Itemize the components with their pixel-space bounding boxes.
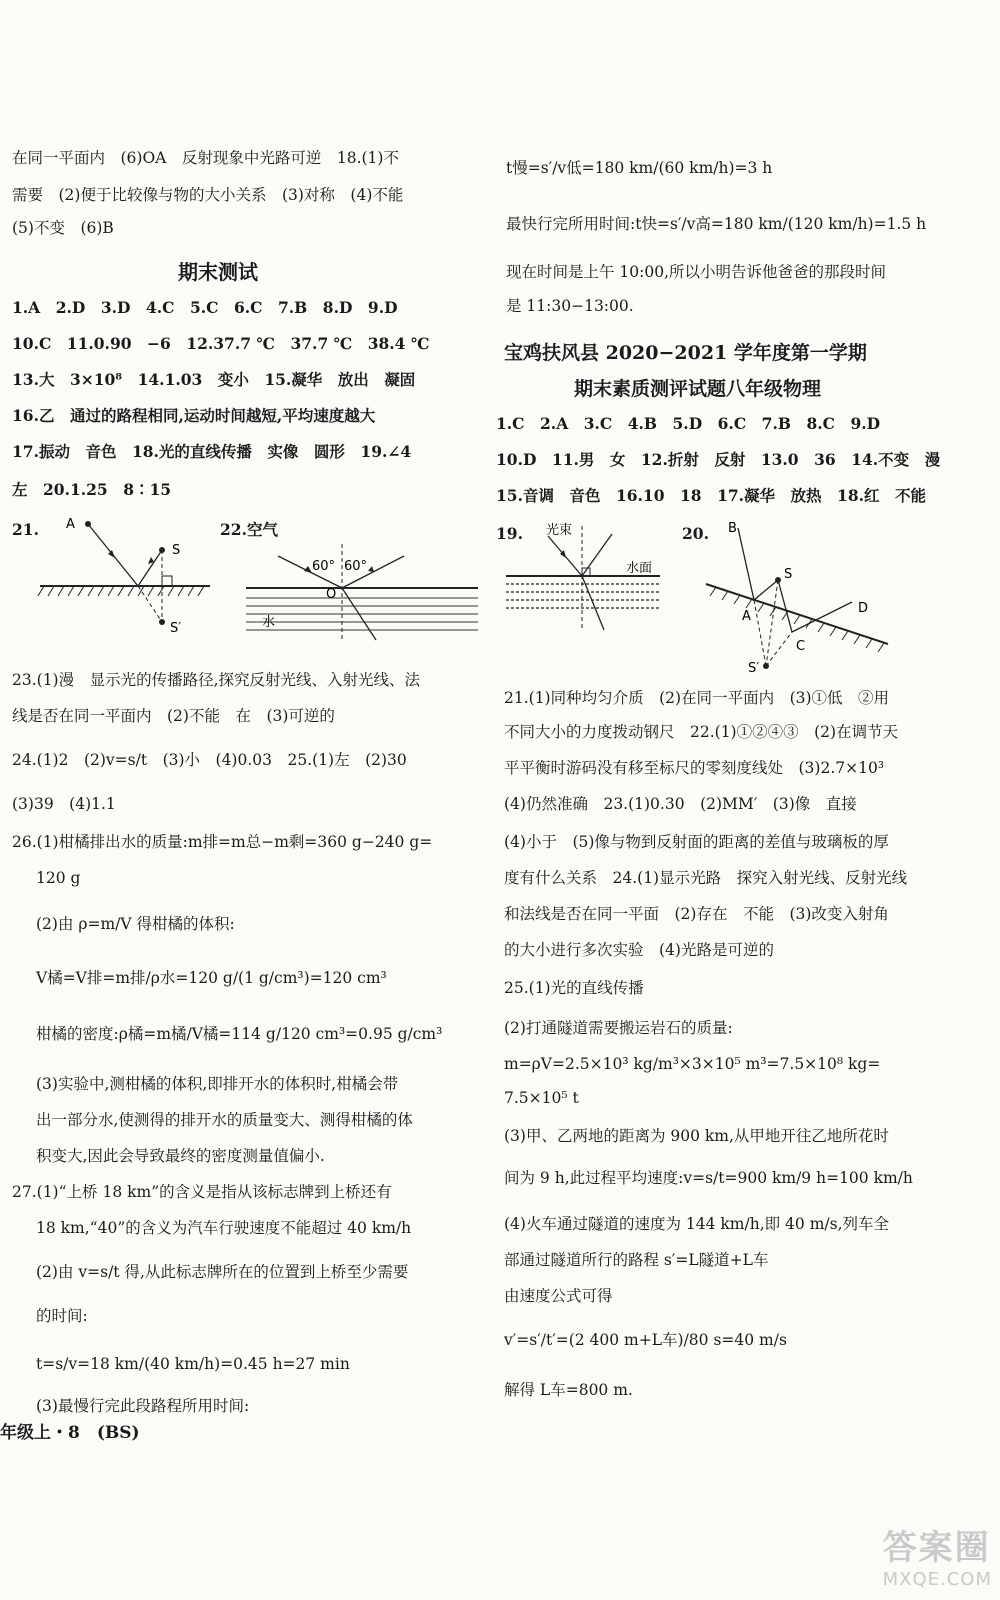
q19-surface-label: 水面 [626, 561, 653, 576]
q21-point-a: A [66, 517, 75, 532]
left-body-line: 线是否在同一平面内 (2)不能 在 (3)可逆的 [12, 707, 335, 725]
exam-title-line-2: 期末素质测评试题八年级物理 [574, 378, 822, 400]
right-body-line: (4)火车通过隧道的速度为 144 km/h,即 40 m/s,列车全 [504, 1215, 889, 1233]
left-body-line: 24.(1)2 (2)v=s/t (3)小 (4)0.03 25.(1)左 (2)30 [12, 751, 407, 769]
q21-point-s: S [172, 543, 181, 558]
left-body-line: (3)最慢行完此段路程所用时间: [36, 1397, 250, 1415]
left-body-line: 27.(1)“上桥 18 km”的含义是指从该标志牌到上桥还有 [12, 1183, 392, 1201]
q20-point-c: C [796, 639, 806, 654]
right-body-line: m=ρV=2.5×10³ kg/m³×3×10⁵ m³=7.5×10⁸ kg= [504, 1055, 881, 1073]
page-footer: 年级上・8 (BS) [0, 1423, 140, 1443]
answer-line: 16.乙 通过的路程相同,运动时间越短,平均速度越大 [12, 406, 376, 425]
answer-line: 1.A 2.D 3.D 4.C 5.C 6.C 7.B 8.D 9.D [12, 298, 398, 317]
right-body-line: 部通过隧道所行的路程 s′=L隧道+L车 [504, 1251, 769, 1269]
answer-line: 左 20.1.25 8∶15 [12, 480, 172, 499]
right-body-line: 间为 9 h,此过程平均速度:v=s/t=900 km/9 h=100 km/h [504, 1169, 913, 1187]
answer-line: 17.振动 音色 18.光的直线传播 实像 圆形 19.∠4 [12, 442, 412, 461]
q20-point-b: B [728, 521, 737, 536]
answer-line: 1.C 2.A 3.C 4.B 5.D 6.C 7.B 8.C 9.D [496, 414, 881, 433]
right-top-line: t慢=s′/v低=180 km/(60 km/h)=3 h [506, 159, 773, 177]
q19-label: 19. [496, 524, 523, 543]
left-body-line: 积变大,因此会导致最终的密度测量值偏小. [36, 1147, 325, 1165]
right-body-line: 的大小进行多次实验 (4)光路是可逆的 [504, 941, 774, 959]
right-body-line: 不同大小的力度拨动钢尺 22.(1)①②④③ (2)在调节天 [504, 723, 899, 741]
q22-angle-2: 60° [344, 559, 368, 574]
q21-reflection-diagram [30, 510, 220, 640]
left-body-line: (2)由 ρ=m/V 得柑橘的体积: [36, 915, 235, 933]
left-column [0, 0, 490, 1600]
answer-line: 10.C 11.0.90 −6 12.37.7 ℃ 37.7 ℃ 38.4 ℃ [12, 334, 430, 353]
section-title: 期末测试 [178, 260, 258, 284]
q20-point-s-prime: S′ [748, 661, 760, 676]
right-body-line: 度有什么关系 24.(1)显示光路 探究入射光线、反射光线 [504, 869, 908, 887]
q22-refraction-diagram [236, 536, 486, 646]
q22-water-label: 水 [262, 615, 276, 630]
right-body-line: (3)甲、乙两地的距离为 900 km,从甲地开往乙地所花时 [504, 1127, 889, 1145]
right-top-line: 是 11:30−13:00. [506, 297, 634, 315]
watermark-top: 答案圈 [882, 1528, 991, 1568]
q21-point-s-prime: S′ [170, 621, 182, 636]
right-column [490, 0, 1000, 1600]
q19-beam-label: 光束 [546, 523, 573, 538]
answer-line: 10.D 11.男 女 12.折射 反射 13.0 36 14.不变 漫 [496, 450, 941, 469]
left-body-line: 26.(1)柑橘排出水的质量:m排=m总−m剩=360 g−240 g= [12, 833, 433, 851]
left-body-line: 柑橘的密度:ρ橘=m橘/V橘=114 g/120 cm³=0.95 g/cm³ [36, 1025, 443, 1043]
right-body-line: 和法线是否在同一平面 (2)存在 不能 (3)改变入射角 [504, 905, 889, 923]
left-body-line: t=s/v=18 km/(40 km/h)=0.45 h=27 min [36, 1355, 350, 1373]
left-body-line: 的时间: [36, 1307, 88, 1325]
right-body-line: (2)打通隧道需要搬运岩石的质量: [504, 1019, 733, 1037]
q20-mirror-diagram [702, 520, 902, 680]
left-body-line: 23.(1)漫 显示光的传播路径,探究反射光线、入射光线、法 [12, 671, 421, 689]
left-body-line: (3)39 (4)1.1 [12, 795, 116, 813]
watermark-logo [883, 1520, 992, 1590]
left-line-2: 需要 (2)便于比较像与物的大小关系 (3)对称 (4)不能 [12, 186, 404, 204]
q20-point-a: A [742, 609, 751, 624]
q22-point-o: O [326, 587, 337, 602]
right-body-line: 25.(1)光的直线传播 [504, 979, 644, 997]
watermark-bottom: MXQE.COM [882, 1569, 992, 1590]
q22-angle-1: 60° [312, 559, 336, 574]
right-body-line: 解得 L车=800 m. [504, 1381, 633, 1399]
left-line-3: (5)不变 (6)B [12, 219, 114, 237]
right-body-line: (4)仍然准确 23.(1)0.30 (2)MM′ (3)像 直接 [504, 795, 857, 813]
q21-label: 21. [12, 520, 39, 539]
q22-label: 22.空气 [220, 520, 278, 539]
right-body-line: 平平衡时游码没有移至标尺的零刻度线处 (3)2.7×10³ [504, 759, 885, 777]
left-body-line: 120 g [36, 869, 81, 887]
answer-line: 15.音调 音色 16.10 18 17.凝华 放热 18.红 不能 [496, 486, 927, 505]
right-body-line: 由速度公式可得 [504, 1287, 613, 1305]
right-body-line: 7.5×10⁵ t [504, 1089, 579, 1107]
q20-label: 20. [682, 524, 709, 543]
right-body-line: (4)小于 (5)像与物到反射面的距离的差值与玻璃板的厚 [504, 833, 889, 851]
q19-refraction-diagram [500, 520, 670, 640]
q20-point-d: D [858, 601, 869, 616]
right-top-line: 现在时间是上午 10:00,所以小明告诉他爸爸的那段时间 [506, 263, 887, 281]
left-body-line: (3)实验中,测柑橘的体积,即排开水的体积时,柑橘会带 [36, 1075, 399, 1093]
right-body-line: v′=s′/t′=(2 400 m+L车)/80 s=40 m/s [504, 1331, 787, 1349]
left-body-line: 出一部分水,使测得的排开水的质量变大、测得柑橘的体 [36, 1111, 413, 1129]
exam-title-line-1: 宝鸡扶风县 2020−2021 学年度第一学期 [504, 342, 867, 364]
right-top-line: 最快行完所用时间:t快=s′/v高=180 km/(120 km/h)=1.5 h [506, 215, 927, 233]
left-body-line: V橘=V排=m排/ρ水=120 g/(1 g/cm³)=120 cm³ [36, 969, 387, 987]
left-body-line: (2)由 v=s/t 得,从此标志牌所在的位置到上桥至少需要 [36, 1263, 409, 1281]
left-body-line: 18 km,“40”的含义为汽车行驶速度不能超过 40 km/h [36, 1219, 412, 1237]
right-body-line: 21.(1)同种均匀介质 (2)在同一平面内 (3)①低 ②用 [504, 689, 890, 707]
q20-point-s: S [784, 567, 793, 582]
left-line-1: 在同一平面内 (6)OA 反射现象中光路可逆 18.(1)不 [12, 149, 399, 167]
answer-line: 13.大 3×10⁸ 14.1.03 变小 15.凝华 放出 凝固 [12, 370, 416, 389]
